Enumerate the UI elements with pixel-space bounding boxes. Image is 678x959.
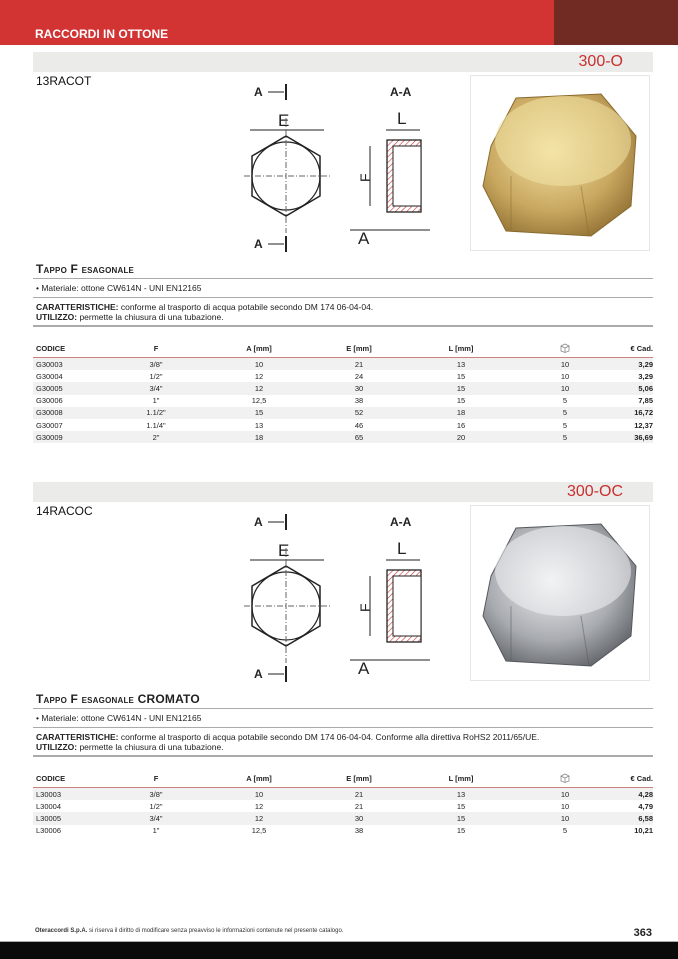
usage-text: permette la chiusura di una tubazione.	[77, 742, 224, 752]
divider	[33, 708, 653, 709]
divider	[33, 727, 653, 728]
cell-4: 18	[456, 408, 466, 418]
table-row	[33, 395, 653, 407]
cell-4: 15	[456, 383, 466, 393]
cell-3: 30	[354, 813, 364, 823]
cell-2: 15	[254, 408, 264, 418]
dim-f-label: F	[357, 603, 373, 612]
cell-5: 5	[562, 420, 568, 430]
col-header-3: E [mm]	[346, 774, 372, 783]
cell-0: G30003	[36, 359, 63, 369]
cell-5: 10	[560, 813, 570, 823]
section-mark-top: A	[254, 515, 263, 529]
cell-1: 1/2"	[149, 801, 163, 811]
product-table	[33, 340, 653, 443]
col-header-4: L [mm]	[448, 344, 474, 353]
characteristics	[36, 732, 539, 742]
title-main: Tappo F esagonale	[36, 692, 135, 706]
cell-3: 65	[354, 432, 364, 442]
section-mark-top: A	[254, 85, 263, 99]
cell-2: 12	[254, 383, 264, 393]
table-row	[33, 419, 653, 431]
section-mark-bottom: A	[254, 667, 263, 681]
cell-1: 3/8"	[149, 359, 163, 369]
product-title	[36, 262, 134, 276]
cell-2: 12	[254, 371, 264, 381]
cell-2: 12,5	[251, 396, 267, 406]
cell-1: 1.1/2"	[146, 408, 166, 418]
title-main: Tappo F esagonale	[36, 262, 135, 276]
cell-0: L30004	[36, 801, 62, 811]
section-aa-label: A-A	[390, 85, 412, 99]
cell-3: 21	[354, 789, 364, 799]
divider	[33, 325, 653, 327]
article-code: 13RACOT	[36, 74, 92, 88]
col-header-3: E [mm]	[346, 344, 372, 353]
cell-6: 7,85	[638, 396, 653, 406]
cell-1: 1"	[152, 826, 160, 836]
section-mark-bottom: A	[254, 237, 263, 251]
cell-6: 3,29	[638, 359, 653, 369]
cell-0: G30004	[36, 371, 63, 381]
family-bar	[33, 482, 653, 502]
box-quantity-icon	[513, 343, 617, 355]
article-code: 14RACOC	[36, 504, 93, 518]
cell-1: 1/2"	[149, 371, 163, 381]
table-row	[33, 370, 653, 382]
cell-1: 3/8"	[149, 789, 163, 799]
col-header-0: CODICE	[36, 344, 66, 353]
cell-6: 36,69	[634, 432, 653, 442]
cell-6: 16,72	[634, 408, 653, 418]
cell-4: 15	[456, 826, 466, 836]
material-text: • Materiale: ottone CW614N - UNI EN12165	[36, 283, 202, 293]
family-code: 300-OC	[566, 483, 623, 500]
table-header	[33, 770, 653, 788]
divider	[33, 278, 653, 279]
product-table	[33, 770, 653, 837]
cell-4: 20	[456, 432, 466, 442]
product-photo	[471, 76, 649, 250]
cell-1: 1"	[152, 396, 160, 406]
cell-5: 10	[560, 801, 570, 811]
cell-5: 5	[562, 408, 568, 418]
cell-0: G30008	[36, 408, 63, 418]
product-photo	[471, 506, 649, 680]
disclaimer-text: si riserva il diritto di modificare senza preavviso le informazioni contenute nel presente catalogo.	[87, 928, 344, 934]
cell-6: 6,58	[638, 813, 653, 823]
table-row	[33, 812, 653, 824]
cell-0: L30003	[36, 789, 62, 799]
divider	[33, 755, 653, 757]
characteristics-label: CARATTERISTICHE:	[36, 732, 119, 742]
cell-4: 15	[456, 371, 466, 381]
cell-3: 52	[354, 408, 364, 418]
usage-text: permette la chiusura di una tubazione.	[77, 312, 224, 322]
cell-3: 21	[354, 359, 364, 369]
table-row	[33, 431, 653, 443]
dim-f-label: F	[357, 173, 373, 182]
cell-6: 5,06	[638, 383, 653, 393]
footer-disclaimer	[35, 928, 344, 934]
cell-4: 16	[456, 420, 466, 430]
characteristics-label: CARATTERISTICHE:	[36, 302, 119, 312]
cell-5: 10	[560, 383, 570, 393]
dim-e-label: E	[278, 111, 290, 130]
table-row	[33, 407, 653, 419]
dim-a-label: A	[358, 229, 370, 248]
col-header-4: L [mm]	[448, 774, 474, 783]
technical-drawing	[240, 78, 440, 253]
cell-6: 3,29	[638, 371, 653, 381]
col-header-2: A [mm]	[246, 774, 272, 783]
product-section	[0, 52, 678, 472]
cell-4: 15	[456, 396, 466, 406]
usage	[36, 312, 224, 322]
company-name: Oteraccordi S.p.A.	[35, 928, 88, 934]
col-header-6: € Cad.	[630, 774, 653, 783]
cell-1: 2"	[152, 432, 160, 442]
dim-l-label: L	[397, 109, 407, 128]
header-accent	[554, 0, 678, 45]
cell-5: 5	[562, 396, 568, 406]
cell-5: 5	[562, 432, 568, 442]
cell-4: 13	[456, 359, 466, 369]
cell-3: 46	[354, 420, 364, 430]
cell-0: G30006	[36, 396, 63, 406]
title-finish: CROMATO	[137, 692, 200, 706]
cell-5: 10	[560, 359, 570, 369]
cell-5: 10	[560, 789, 570, 799]
category-title: RACCORDI IN OTTONE	[35, 27, 169, 41]
cell-2: 12,5	[251, 826, 267, 836]
product-title	[36, 692, 200, 706]
col-header-1: F	[153, 774, 159, 783]
dim-l-label: L	[397, 539, 407, 558]
cell-2: 10	[254, 359, 264, 369]
material-text: • Materiale: ottone CW614N - UNI EN12165	[36, 713, 202, 723]
family-code: 300-O	[578, 53, 623, 70]
cell-0: G30007	[36, 420, 63, 430]
cell-0: L30005	[36, 813, 62, 823]
cell-2: 12	[254, 813, 264, 823]
table-row	[33, 825, 653, 837]
cell-3: 38	[354, 396, 364, 406]
col-header-1: F	[153, 344, 159, 353]
divider	[33, 297, 653, 298]
page-number: 363	[633, 927, 652, 939]
dim-e-label: E	[278, 541, 290, 560]
technical-drawing	[240, 508, 440, 683]
cell-5: 10	[560, 371, 570, 381]
cell-6: 12,37	[634, 420, 653, 430]
section-aa-label: A-A	[390, 515, 412, 529]
cell-3: 21	[354, 801, 364, 811]
cell-3: 30	[354, 383, 364, 393]
characteristics	[36, 302, 373, 312]
cell-0: G30009	[36, 432, 63, 442]
cell-4: 13	[456, 789, 466, 799]
cell-4: 15	[456, 813, 466, 823]
usage-label: UTILIZZO:	[36, 312, 78, 322]
family-bar	[33, 52, 653, 72]
dim-a-label: A	[358, 659, 370, 678]
col-header-6: € Cad.	[630, 344, 653, 353]
characteristics-text: conforme al trasporto di acqua potabile secondo DM 174 06-04-04. Conforme alla direttiva RoHS2 2011/65/UE.	[118, 732, 540, 742]
usage	[36, 742, 224, 752]
table-header	[33, 340, 653, 358]
cell-1: 3/4"	[149, 383, 163, 393]
cell-1: 1.1/4"	[146, 420, 166, 430]
cell-3: 24	[354, 371, 364, 381]
cell-5: 5	[562, 826, 568, 836]
cell-3: 38	[354, 826, 364, 836]
col-header-2: A [mm]	[246, 344, 272, 353]
col-header-0: CODICE	[36, 774, 66, 783]
table-row	[33, 358, 653, 370]
cell-6: 4,28	[638, 789, 653, 799]
table-row	[33, 788, 653, 800]
cell-2: 18	[254, 432, 264, 442]
cell-1: 3/4"	[149, 813, 163, 823]
usage-label: UTILIZZO:	[36, 742, 78, 752]
cell-2: 10	[254, 789, 264, 799]
product-section	[0, 482, 678, 902]
cell-0: G30005	[36, 383, 63, 393]
box-quantity-icon	[513, 773, 617, 785]
characteristics-text: conforme al trasporto di acqua potabile secondo DM 174 06-04-04.	[118, 302, 374, 312]
cell-0: L30006	[36, 826, 62, 836]
cell-6: 4,79	[638, 801, 653, 811]
cell-2: 13	[254, 420, 264, 430]
cell-2: 12	[254, 801, 264, 811]
table-row	[33, 382, 653, 394]
cell-4: 15	[456, 801, 466, 811]
table-row	[33, 800, 653, 812]
cell-6: 10,21	[634, 826, 653, 836]
footer-bar	[0, 942, 678, 959]
